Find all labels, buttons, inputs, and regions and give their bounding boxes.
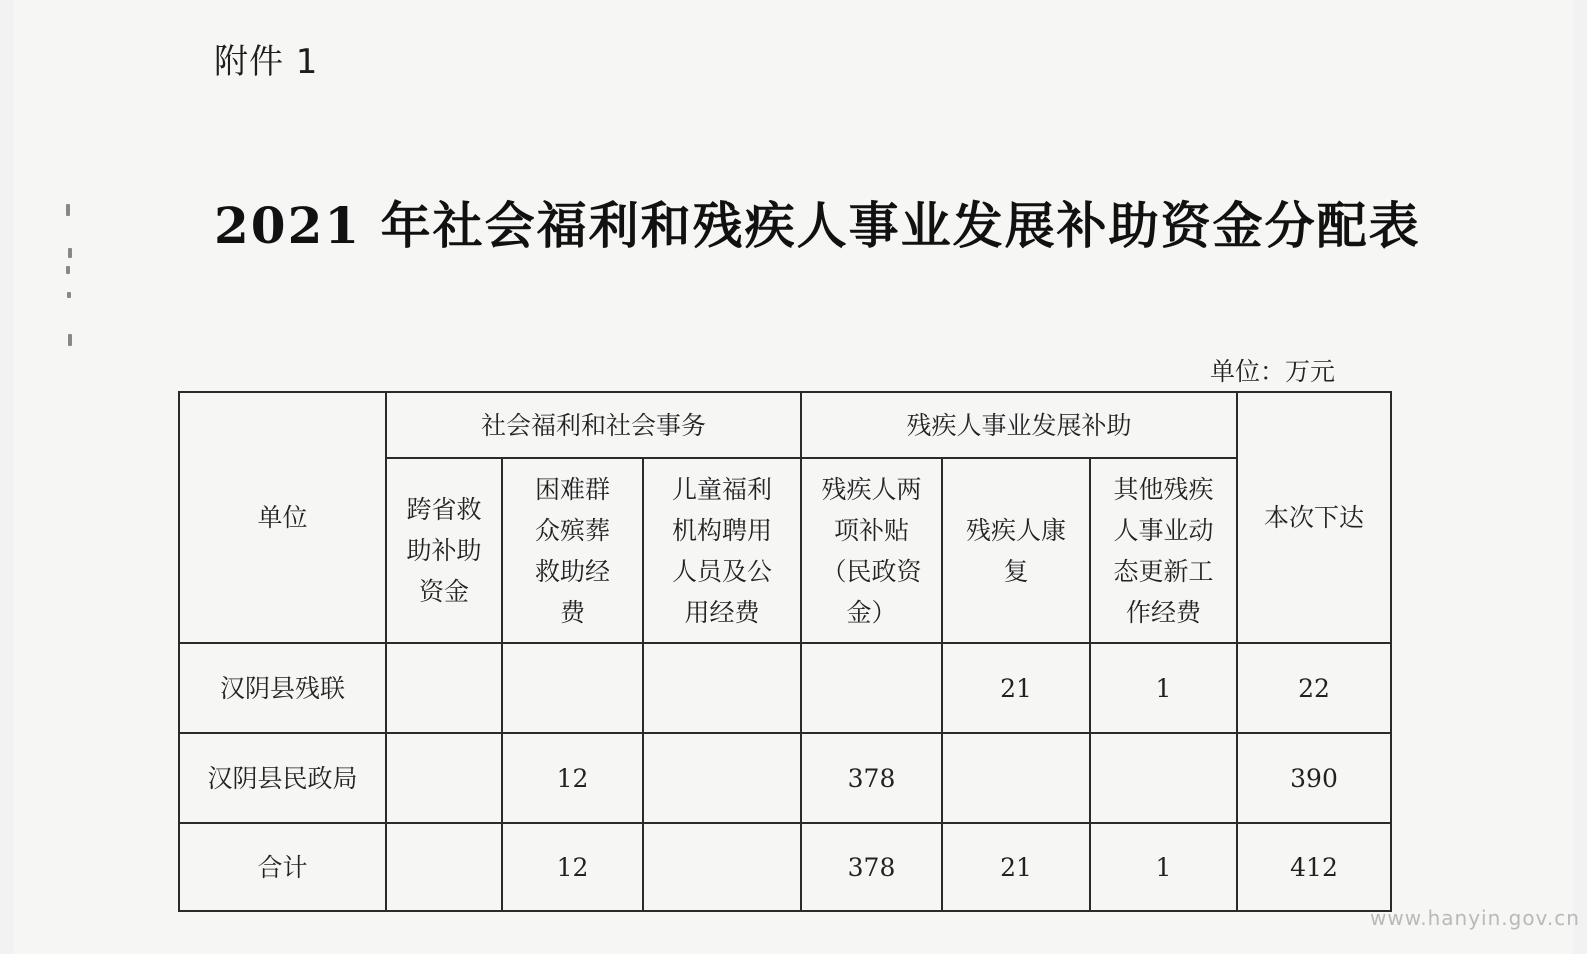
header-col-6: [1090, 458, 1237, 643]
header-col-2: [502, 458, 643, 643]
table-cell: 21: [942, 823, 1090, 911]
row-unit: 合计: [179, 823, 386, 911]
table-cell: [502, 643, 643, 733]
row-total: 22: [1237, 643, 1391, 733]
header-col-1-text: 跨省救助补助资金: [406, 495, 482, 606]
header-col-4: [801, 458, 942, 643]
header-group-social-welfare: 社会福利和社会事务: [386, 392, 801, 458]
table-cell: [643, 823, 801, 911]
table-cell: 378: [801, 733, 942, 823]
row-total: 390: [1237, 733, 1391, 823]
unit-label: 单位：万元: [1210, 357, 1336, 386]
table-cell: [643, 643, 801, 733]
table-cell: [942, 733, 1090, 823]
allocation-table: [178, 391, 1392, 912]
table-cell: 21: [942, 643, 1090, 733]
document-title: 2021 年社会福利和残疾人事业发展补助资金分配表: [214, 196, 1421, 255]
table-cell: [643, 733, 801, 823]
header-row-groups: [179, 392, 1391, 458]
table-row: [179, 823, 1391, 911]
header-unit: 单位: [179, 392, 386, 643]
header-col-4-text: 残疾人两项补贴（民政资金）: [821, 474, 922, 627]
header-col-5-text: 残疾人康复: [965, 515, 1066, 586]
table-row: [179, 643, 1391, 733]
header-col-1: [386, 458, 502, 643]
header-col-2-text: 困难群众殡葬救助经费: [534, 474, 610, 627]
table-row: [179, 733, 1391, 823]
table-cell: 378: [801, 823, 942, 911]
table-cell: [386, 733, 502, 823]
table-cell: 1: [1090, 823, 1237, 911]
header-total: 本次下达: [1237, 392, 1391, 643]
header-col-3: [643, 458, 801, 643]
row-unit: 汉阴县民政局: [179, 733, 386, 823]
header-col-3-text: 儿童福利机构聘用人员及公用经费: [671, 474, 772, 627]
table-cell: 12: [502, 823, 643, 911]
header-group-disability: 残疾人事业发展补助: [801, 392, 1237, 458]
table-cell: [801, 643, 942, 733]
header-col-5: [942, 458, 1090, 643]
table-cell: 1: [1090, 643, 1237, 733]
row-unit: 汉阴县残联: [179, 643, 386, 733]
attachment-label: 附件 1: [214, 42, 319, 82]
table-cell: [386, 823, 502, 911]
site-watermark: www.hanyin.gov.cn: [1370, 906, 1580, 930]
table-cell: [386, 643, 502, 733]
table-cell: 12: [502, 733, 643, 823]
table-cell: [1090, 733, 1237, 823]
row-total: 412: [1237, 823, 1391, 911]
header-col-6-text: 其他残疾人事业动态更新工作经费: [1113, 474, 1214, 627]
